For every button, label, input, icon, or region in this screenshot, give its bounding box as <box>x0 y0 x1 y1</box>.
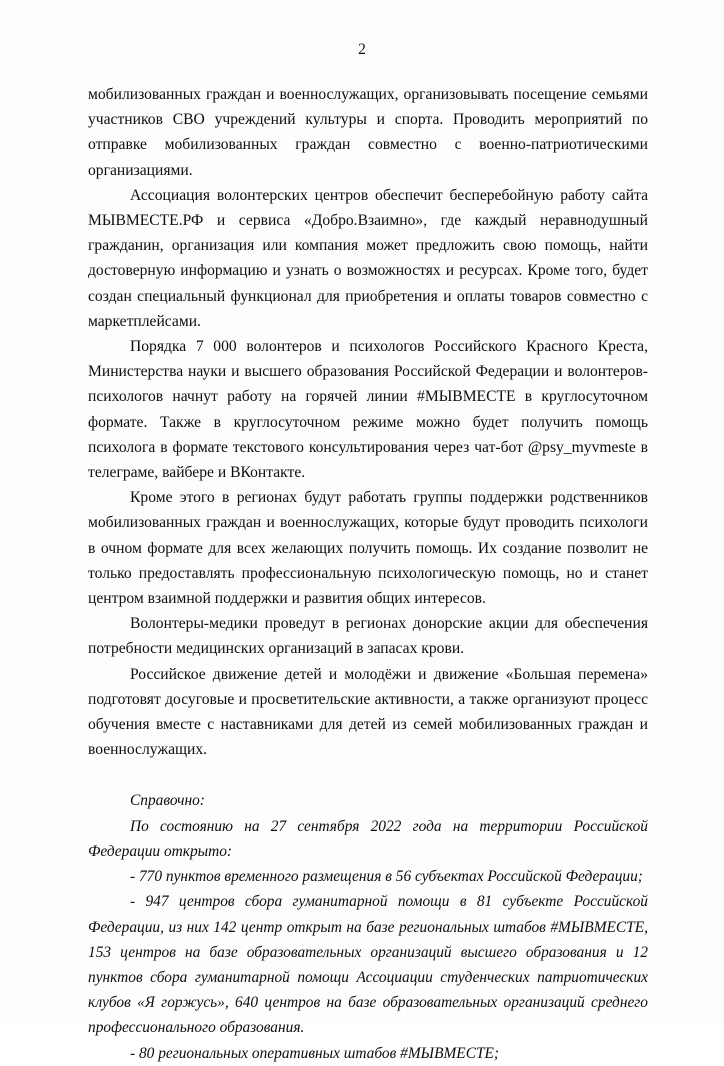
paragraph-youth-movement: Российское движение детей и молодёжи и движение «Большая перемена» подготовят досуговые и просветительские активности, а также организуют процесс обучения вместе с наставниками для детей из семей мобилизованных граждан и военнослужащих. <box>88 665 648 759</box>
reference-intro: По состоянию на 27 сентября 2022 года на территории Российской Федерации открыто: <box>88 817 648 860</box>
reference-item-temporary-accommodation: - 770 пунктов временного размещения в 56 субъектах Российской Федерации; <box>130 868 643 886</box>
paragraph-mobilized-citizens: мобилизованных граждан и военнослужащих, организовывать посещение семьями участников СВО учреждений культуры и спорта. Проводить мероприятий по отправке мобилизованных граждан совместно с военно-патриотическими организациями. <box>88 86 648 179</box>
reference-section <box>88 788 648 1065</box>
paragraph-association: Ассоциация волонтерских центров обеспечит бесперебойную работу сайта МЫВМЕСТЕ.РФ и сервиса «Добро.Взаимно», где каждый неравнодушный гражданин, организация или компания может предложить свою помощь, найти достоверную информацию и узнать о возможностях и ресурсах. Кроме того, будет создан специальный функционал для приобретения и оплаты товаров совместно с маркетплейсами. <box>88 186 648 330</box>
document-body <box>88 82 648 1066</box>
page-number: 2 <box>358 41 366 58</box>
paragraph-volunteers-psychologists: Порядка 7 000 волонтеров и психологов Российского Красного Креста, Министерства науки и высшего образования Российской Федерации и волонтеров-психологов начнут работу на горячей линии #МЫВМЕСТЕ в круглосуточном формате. Также в круглосуточном режиме можно будет получить помощь психолога в формате текстового консультирования через чат-бот @psy_myvmeste в телеграме, вайбере и ВКонтакте. <box>88 338 648 482</box>
paragraph-medic-volunteers: Волонтеры-медики проведут в регионах донорские акции для обеспечения потребности медицинских организаций в запасах крови. <box>88 615 648 658</box>
reference-item-regional-headquarters: - 80 региональных оперативных штабов #МЫВМЕСТЕ; <box>130 1044 500 1062</box>
reference-item-humanitarian-centers: - 947 центров сбора гуманитарной помощи в 81 субъекте Российской Федерации, из них 142 центр открыт на базе региональных штабов #МЫВМЕСТЕ, 153 центров на базе образовательных организаций высшего образования и 12 пунктов сбора гуманитарной помощи Ассоциации студенческих патриотических клубов «Я горжусь», 640 центров на базе образовательных организаций среднего профессионального образования. <box>88 893 648 1037</box>
paragraph-support-groups: Кроме этого в регионах будут работать группы поддержки родственников мобилизованных граждан и военнослужащих, которые будут проводить психологи в очном формате для всех желающих получить помощь. Их создание позволит не только предоставлять профессиональную психологическую помощь, но и станет центром взаимной поддержки и развития общих интересов. <box>88 489 648 608</box>
reference-heading: Справочно: <box>130 792 205 810</box>
